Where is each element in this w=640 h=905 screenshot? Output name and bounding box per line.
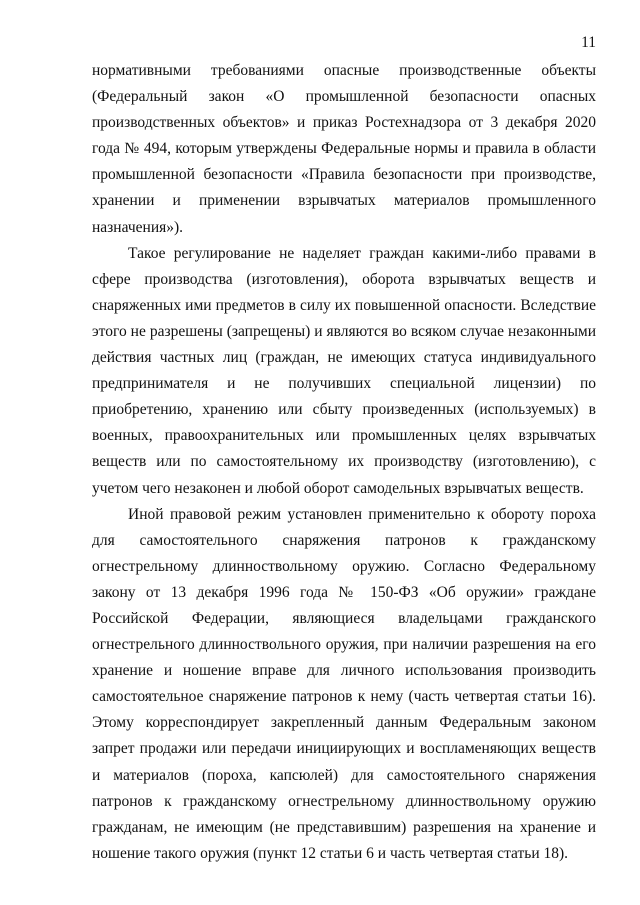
page-number: 11 <box>581 34 596 51</box>
paragraph-continuation: нормативными требованиями опасные производственные объекты (Федеральный закон «О промышленной безопасности опасных производственных объектов» и приказ Ростехнадзора от 3 декабря 2020 года № 494, которым утверждены Федеральные нормы и правила в области промышленной безопасности «Правила безопасности при производстве, хранении и применении взрывчатых материалов промышленного назначения»). <box>92 62 596 236</box>
paragraph: Такое регулирование не наделяет граждан какими-либо правами в сфере производства (изготовления), оборота взрывчатых веществ и снаряженных ими предметов в силу их повышенной опасности. Вследствие этого не разрешены (запрещены) и являются во всяком случае незаконными действия частных лиц (граждан, не имеющих статуса индивидуального предпринимателя и не получивших специальной лицензии) по приобретению, хранению или сбыту произведенных (используемых) в военных, правоохранительных или промышленных целях взрывчатых веществ или по самостоятельному их производству (изготовлению), с учетом чего незаконен и любой оборот самодельных взрывчатых веществ. <box>92 244 596 497</box>
paragraph: Иной правовой режим установлен применительно к обороту пороха для самостоятельного снаряжения патронов к гражданскому огнестрельному длинноствольному оружию. Согласно Федеральному закону от 13 декабря 1996 года № 150-ФЗ «Об оружии» граждане Российской Федерации, являющиеся владельцами гражданского огнестрельного длинноствольного оружия, при наличии разрешения на его хранение и ношение вправе для личного использования производить самостоятельное снаряжение патронов к нему (часть четвертая статьи 16). Этому корреспондирует закрепленный данным Федеральным законом запрет продажи или передачи инициирующих и воспламеняющих веществ и материалов (пороха, капсюлей) для самостоятельного снаряжения патронов к гражданскому огнестрельному длинноствольному оружию гражданам, не имеющим (не представившим) разрешения на хранение и ношение такого оружия (пункт 12 статьи 6 и часть четвертая статьи 18). <box>92 505 596 862</box>
document-body <box>92 58 596 867</box>
